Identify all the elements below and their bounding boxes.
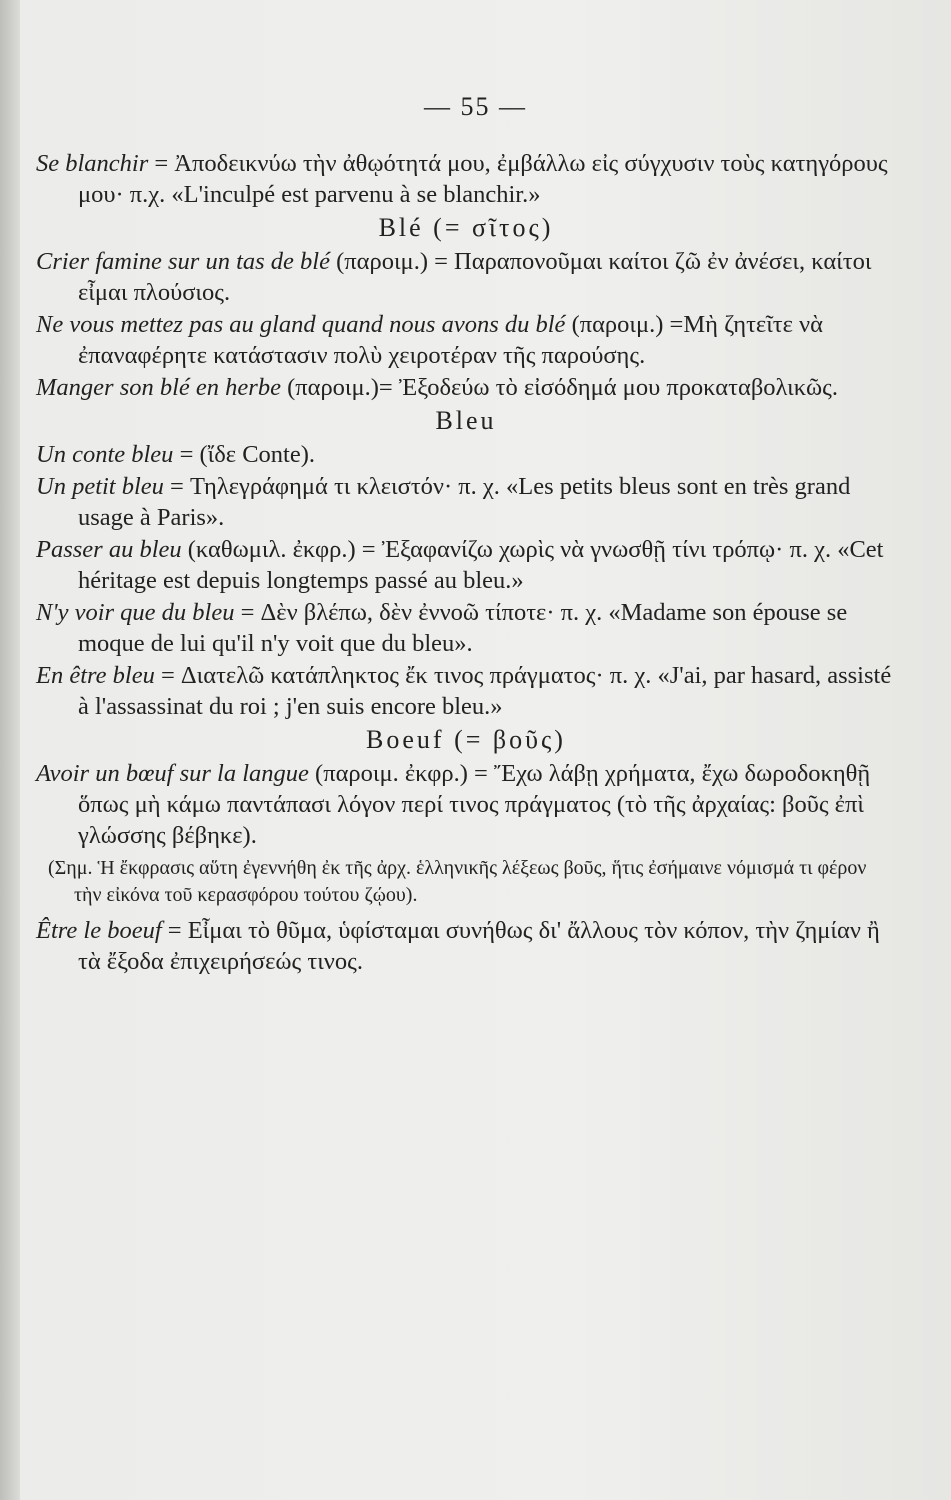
dictionary-entry xyxy=(36,372,896,403)
entry-definition: (παροιμ.)= Ἐξοδεύω τὸ εἰσόδημά μου προκαταβολικῶς. xyxy=(280,374,839,401)
entry-definition: (καθωμιλ. ἐκφρ.) = Ἐξαφανίζω χωρὶς νὰ γνωσθῇ τίνι τρόπῳ· π. χ. «Cet héritage est depuis longtemps passé au bleu.» xyxy=(78,536,884,594)
dictionary-entry xyxy=(36,309,896,371)
section-heading: Blé (= σῖτος) xyxy=(378,213,554,242)
entry-term: Crier famine sur un tas de blé xyxy=(36,248,330,275)
entry-definition: (παροιμ.) = Παραπονοῦμαι καίτοι ζῶ ἐν ἀνέσει, καίτοι εἶμαι πλούσιος. xyxy=(78,248,872,306)
entry-definition: = Εἶμαι τὸ θῦμα, ὑφίσταμαι συνήθως δι' ἄλλους τὸν κόπον, τὴν ζημίαν ἢ τὰ ἔξοδα ἐπιχειρήσεώς τινος. xyxy=(78,917,880,975)
entry-term: Manger son blé en herbe xyxy=(36,374,281,401)
dictionary-content xyxy=(36,148,896,978)
entry-term: Passer au bleu xyxy=(36,536,182,563)
dictionary-entry xyxy=(36,148,896,210)
dictionary-entry xyxy=(36,660,896,722)
entry-term: Être le boeuf xyxy=(36,917,162,944)
entry-definition: = Τηλεγράφημά τι κλειστόν· π. χ. «Les petits bleus sont en très grand usage à Paris». xyxy=(78,473,851,531)
entry-term: Ne vous mettez pas au gland quand nous avons du blé xyxy=(36,311,566,338)
entry-definition: = (ἴδε Conte). xyxy=(173,441,316,468)
entry-definition: = Διατελῶ κατάπληκτος ἔκ τινος πράγματος· π. χ. «J'ai, par hasard, assisté à l'assassinat du roi ; j'en suis encore bleu.» xyxy=(78,662,892,720)
entry-definition: (παροιμ. ἐκφρ.) = Ἔχω λάβῃ χρήματα, ἔχω δωροδοκηθῇ ὅπως μὴ κάμω παντάπασι λόγον περί τινος πράγματος (τὸ τῆς ἀρχαίας: βοῦς ἐπὶ γλώσσης βέβηκε). xyxy=(78,760,871,849)
section-heading: Bleu xyxy=(435,406,497,435)
page-number: — 55 — xyxy=(424,92,527,121)
dictionary-entry xyxy=(36,439,896,470)
entry-term: Un conte bleu xyxy=(36,441,174,468)
section-heading: Boeuf (= βοῦς) xyxy=(366,725,566,754)
dictionary-entry xyxy=(36,534,896,596)
entry-definition: (παροιμ.) =Μὴ ζητεῖτε νὰ ἐπαναφέρητε κατάστασιν πολὺ χειροτέραν τῆς παρούσης. xyxy=(78,311,823,369)
dictionary-entry xyxy=(36,758,896,851)
entry-term: Un petit bleu xyxy=(36,473,164,500)
dictionary-entry xyxy=(36,597,896,659)
dictionary-entry xyxy=(36,471,896,533)
entry-term: En être bleu xyxy=(36,662,155,689)
entry-term: Se blanchir xyxy=(36,150,149,177)
entry-term: Avoir un bœuf sur la langue xyxy=(36,760,309,787)
entry-definition: = Δὲν βλέπω, δὲν ἐννοῶ τίποτε· π. χ. «Madame son épouse se moque de lui qu'il n'y voit que du bleu». xyxy=(78,599,848,657)
entry-definition: = Ἀποδεικνύω τὴν ἀθῳότητά μου, ἐμβάλλω εἰς σύγχυσιν τοὺς κατηγόρους μου· π.χ. «L'inculpé est parvenu à se blanchir.» xyxy=(78,150,888,208)
dictionary-entry xyxy=(36,246,896,308)
entry-term: N'y voir que du bleu xyxy=(36,599,235,626)
page-binding-edge xyxy=(0,0,20,1500)
note: (Σημ. Ἡ ἔκφρασις αὕτη ἐγεννήθη ἐκ τῆς ἀρχ. ἑλληνικῆς λέξεως βοῦς, ἥτις ἐσήμαινε νόμισμά τι φέρον τὴν εἰκόνα τοῦ κερασφόρου τούτου ζῴου). xyxy=(48,857,867,906)
dictionary-entry xyxy=(36,915,896,977)
